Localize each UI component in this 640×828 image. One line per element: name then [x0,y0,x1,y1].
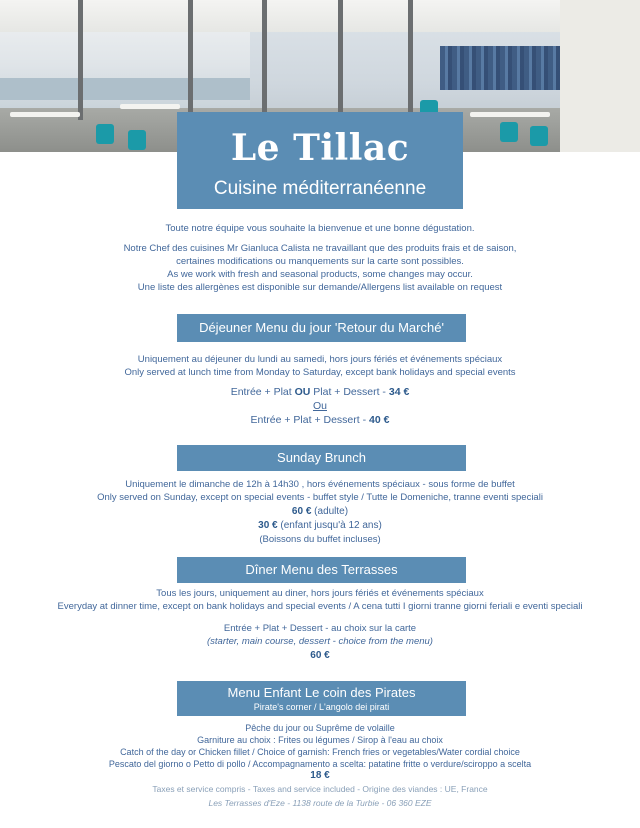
option-text: Entrée + Plat + Dessert - [250,414,367,426]
adult-price: 60 € [291,506,312,517]
wine-shelf [440,46,562,90]
child-price: 30 € [258,520,278,531]
brunch-adult-price [0,505,640,518]
dining-table [10,112,80,117]
dining-table [120,104,180,109]
kids-line: Pescato del giorno o Petto di pollo / Accompagnamento a scelta: patatine fritte o verdure/sciroppo a scelta [108,759,532,769]
window-frame [78,0,83,120]
or-word: OU [294,386,311,398]
dinner-heading: Dîner Menu des Terrasses [177,557,466,583]
allergens-note: Une liste des allergènes est disponible sur demande/Allergens list available on request [137,282,503,293]
dinner-note-fr: Tous les jours, uniquement au diner, hors jours fériés et événements spéciaux [156,588,484,599]
intro-line: certaines modifications ou manquements sur la carte sont possibles. [176,256,464,267]
option-text: Plat + Dessert - [313,386,386,398]
brunch-child-price [0,519,640,532]
intro-line: Notre Chef des cuisines Mr Gianluca Calista ne travaillant que des produits frais et de saison, [123,243,517,254]
lunch-price-1: 34 € [388,386,410,398]
chair [530,126,548,146]
address: Les Terrasses d'Eze - 1138 route de la Turbie - 06 360 EZE [208,798,432,808]
brunch-drinks: (Boissons du buffet incluses) [259,534,381,545]
chair [128,130,146,150]
wall [560,0,640,152]
brunch-heading: Sunday Brunch [177,445,466,471]
child-label: (enfant jusqu'à 12 ans) [280,520,382,531]
window-sea [0,78,250,100]
dinner-price: 60 € [310,650,330,661]
lunch-price-2: 40 € [369,414,390,426]
welcome-text: Toute notre équipe vous souhaite la bienvenue et une bonne dégustation. [165,223,475,234]
dinner-formula: Entrée + Plat + Dessert - au choix sur la carte [223,623,417,634]
adult-label: (adulte) [314,506,349,517]
lunch-heading: Déjeuner Menu du jour 'Retour du Marché' [177,314,466,342]
or-separator: Ou [312,400,327,412]
taxes-note: Taxes et service compris - Taxes and service included - Origine des viandes : UE, France [152,784,488,794]
brunch-note-en: Only served on Sunday, except on special events - buffet style / Tutte le Domeniche, tranne eventi speciali [97,492,543,503]
lunch-option-1 [0,386,640,399]
lunch-option-2 [0,414,640,427]
kids-line: Catch of the day or Chicken fillet / Choice of garnish: French fries or vegetables/Water cordial choice [120,747,520,757]
window-frame [338,0,343,120]
brunch-note-fr: Uniquement le dimanche de 12h à 14h30 , hors événements spéciaux - sous forme de buffet [125,479,515,490]
window-frame [408,0,413,120]
kids-title: Menu Enfant Le coin des Pirates [227,685,416,700]
kids-price: 18 € [310,770,330,781]
option-text: Entrée + Plat [230,386,292,398]
title-box [177,112,463,209]
restaurant-name: Le Tillac [230,127,410,169]
kids-line: Garniture au choix : Frites ou légumes / Sirop à l'eau au choix [197,735,443,745]
kids-line: Pêche du jour ou Suprême de volaille [245,723,395,733]
kids-heading [177,681,466,716]
kids-subtitle: Pirate's corner / L'angolo dei pirati [253,702,390,712]
window-frame [262,0,267,120]
dinner-note-en: Everyday at dinner time, except on bank holidays and special events / A cena tutti I giorni tranne giorni feriali e eventi speciali [57,601,583,612]
dining-table [470,112,550,117]
intro-line: As we work with fresh and seasonal products, some changes may occur. [167,269,473,280]
ceiling [0,0,640,32]
chair [500,122,518,142]
cuisine-subtitle: Cuisine méditerranéenne [213,178,427,199]
lunch-note-fr: Uniquement au déjeuner du lundi au samedi, hors jours fériés et événements spéciaux [137,354,503,365]
dinner-formula-en: (starter, main course, dessert - choice from the menu) [207,636,433,647]
chair [96,124,114,144]
lunch-note-en: Only served at lunch time from Monday to Saturday, except bank holidays and special events [124,367,516,378]
window-frame [188,0,193,120]
